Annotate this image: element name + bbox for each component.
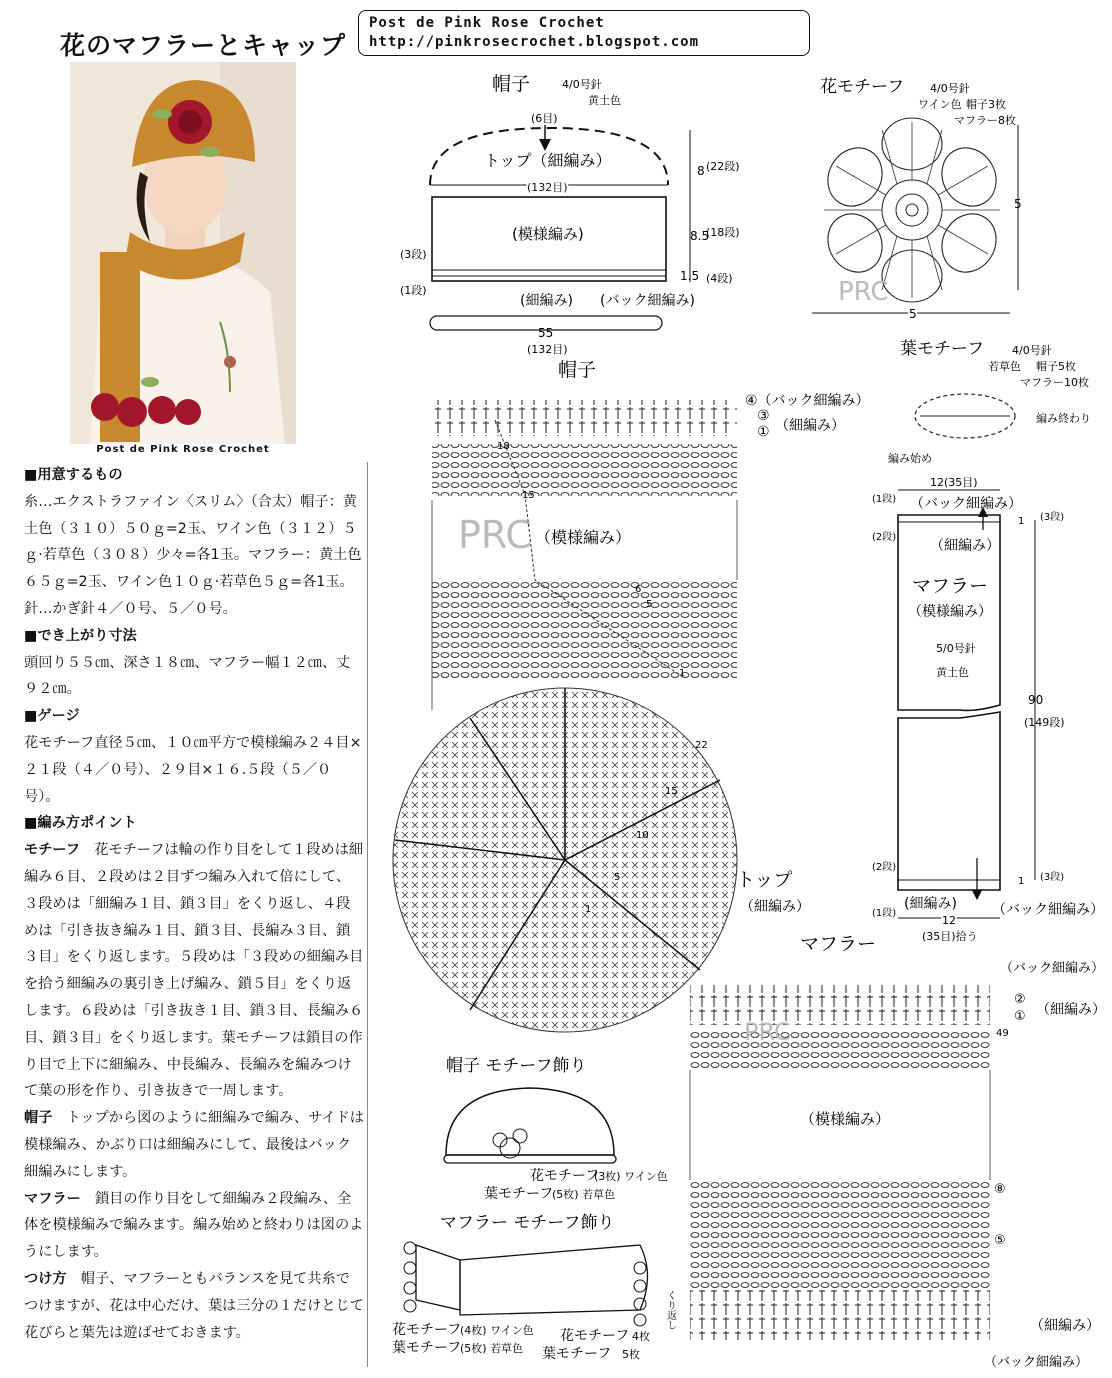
- hat-chart-c1: 1: [679, 668, 686, 679]
- hat-body-label: (模様編み): [512, 225, 584, 243]
- credit-line-1: Post de Pink Rose Crochet: [369, 15, 605, 31]
- cap-deco-hat: [446, 1088, 614, 1155]
- hat-chart-watermark: PRC: [458, 513, 532, 557]
- muffler-chart-body: （模様編み）: [800, 1110, 891, 1128]
- hat-top-t15: 15: [665, 786, 678, 797]
- section-heading-size: ■でき上がり寸法: [24, 627, 137, 644]
- section-heading-gauge: ■ゲージ: [24, 708, 80, 725]
- cap-deco-title: 帽子 モチーフ飾り: [446, 1056, 587, 1076]
- muffler-bottom-count: (35目)拾う: [922, 930, 978, 943]
- muffler-chart-repeat: くり返し: [664, 1290, 676, 1330]
- hat-chart-r4: ④（バック細編み）: [745, 393, 870, 409]
- muffler-deco-flower-l: 花モチーフ: [392, 1322, 462, 1338]
- flower-title: 花モチーフ: [820, 77, 905, 97]
- muffler-chart: [665, 933, 1107, 1370]
- muffler-chart-top-back: （バック細編み）: [1000, 961, 1105, 976]
- muffler-chart-bottom-sc: （細編み）: [1030, 1318, 1100, 1334]
- hat-d2: 8.5: [690, 229, 710, 243]
- muffler-bottom-sc: (細編み): [904, 896, 957, 912]
- leaf-needle: 4/0号針: [1012, 344, 1052, 357]
- attach-label: つけ方: [24, 1270, 67, 1287]
- hat-left-rows-b: (1段): [400, 284, 427, 297]
- muffler-chart-top-rows: [690, 985, 990, 1025]
- muffler-chart-c49: 49: [996, 1028, 1009, 1039]
- muffler-deco-leaf-l-qty: (5枚) 若草色: [460, 1342, 524, 1355]
- hat-edge-left: (細編み): [520, 293, 573, 309]
- flower-motif: [812, 77, 1022, 321]
- hat-d1: 8: [697, 164, 705, 178]
- muffler-deco: [392, 1213, 650, 1362]
- leaf-muffler-qty: マフラー10枚: [1020, 376, 1089, 389]
- muffler-chart-bottom-back: （バック細編み）: [984, 1355, 1089, 1370]
- muffler-chart-watermark: PRC: [744, 1018, 791, 1046]
- muffler-top-back: （バック細編み）: [910, 496, 1022, 512]
- cap-deco: [444, 1056, 668, 1202]
- muffler-deco-leaf-r: 葉モチーフ: [542, 1346, 612, 1362]
- cap-deco-flower: 花モチーフ: [530, 1168, 600, 1184]
- leaf-motif: [888, 339, 1091, 465]
- flower-needle: 4/0号針: [930, 82, 970, 95]
- hat-band-count: (132目): [527, 181, 568, 194]
- muffler-chart-rows-b: [690, 1180, 990, 1290]
- muffler-chart-c8: ⑧: [994, 1182, 1006, 1197]
- muffler-l2: (2段): [872, 532, 897, 543]
- muffler-text: 鎖目の作り目をして細編み２段編み、全体を模様編みで編みます。編み始めと終わりは図のようにします。: [24, 1190, 364, 1261]
- muffler-deco-flower-r-qty: 4枚: [632, 1330, 650, 1343]
- section-heading-materials: ■用意するもの: [24, 467, 123, 483]
- motif-text: 花モチーフは輪の作り目をして１段めは細編み６目、２段めは２目ずつ編み入れて倍にして、３段めは「細編み１目、鎖３目」をくり返し、４段めは「引き抜き編み１目、鎖３目、長編み３目、鎖３目」をくり返します。５段めは「３段めの細編み目を拾う細編みの裏引き上げ編み、鎖５目」をくり返します。６段めは「引き抜き１目、鎖３目、長編み６目、鎖３目」をくり返します。葉モチーフは鎖目の作り目で上下に細編み、中長編み、長編みを編みつけて葉の形を作り、引き抜きで一周します。: [24, 842, 364, 1100]
- muffler-bottom-width: 12: [942, 914, 956, 927]
- motif-label: モチーフ: [24, 842, 81, 859]
- hat-chart-rows-b: [432, 580, 737, 680]
- hat-chart-c15: 15: [522, 490, 535, 501]
- materials-yarn: 糸…エクストラファイン〈スリム〉（合太）帽子：黄土色（３１０）５０ｇ=2玉、ワイン色（３１２）５ｇ·若草色（３０８）少々=各1玉。マフラー：黄土色６５ｇ=2玉、ワイン色１０ｇ·若草色５ｇ=各1玉。: [24, 493, 362, 591]
- hat-top-label: トップ（細編み）: [484, 151, 612, 170]
- hat-needle: 4/0号針: [562, 78, 602, 91]
- muffler-chart-title: マフラー: [800, 933, 877, 955]
- hat-schematic: [400, 73, 740, 356]
- muffler-chart-top-sc: （細編み）: [1036, 1002, 1106, 1018]
- flower-chart: [817, 118, 1006, 302]
- leaf-end: 編み終わり: [1036, 412, 1091, 425]
- muffler-needle: 5/0号針: [936, 642, 976, 655]
- hat-chart-c5: 5: [646, 599, 653, 610]
- muffler-bl1: (1段): [872, 908, 897, 919]
- gauge-text: 花モチーフ直径５㎝、１０㎝平方で模様編み２４目×２１段（４／０号）、２９目×１６.５段（５／０号）。: [24, 734, 362, 805]
- muffler-color: 黄土色: [936, 666, 969, 679]
- cap-deco-flower-qty: (3枚) ワイン色: [594, 1170, 668, 1183]
- muffler-br1: 1: [1018, 876, 1025, 887]
- hat-chart-top-rows: [432, 400, 737, 436]
- hat-top-t1: 1: [585, 904, 592, 915]
- muffler-length: 90: [1028, 693, 1044, 707]
- leaf-start: 編み始め: [888, 452, 932, 465]
- section-heading-points: ■編み方ポイント: [24, 815, 137, 832]
- muffler-body: （模様編み）: [908, 604, 992, 620]
- muffler-deco-leaf-l: 葉モチーフ: [392, 1340, 462, 1356]
- muffler-deco-title: マフラー モチーフ飾り: [440, 1213, 615, 1233]
- muffler-r3: (3段): [1040, 512, 1065, 523]
- leaf-title: 葉モチーフ: [900, 339, 985, 359]
- hat-width: 55: [538, 326, 554, 340]
- muffler-chart-c5: ⑤: [994, 1233, 1006, 1248]
- muffler-deco-leaf-r-qty: 5枚: [622, 1348, 640, 1361]
- cap-text: トップから図のように細編みで編み、サイドは模様編み、かぶり口は細編みにして、最後はバック細編みにします。: [24, 1110, 364, 1180]
- muffler-title: マフラー: [912, 575, 989, 597]
- muffler-label: マフラー: [24, 1190, 81, 1207]
- hat-edge-right: (バック細編み): [600, 293, 695, 309]
- muffler-chart-bottom-rows: [690, 1290, 990, 1340]
- hat-chart-title: 帽子: [558, 359, 597, 381]
- hat-color: 黄土色: [588, 94, 621, 107]
- muffler-lower-rect: [898, 712, 1000, 890]
- flower-size-w: 5: [909, 307, 917, 321]
- materials-needle: 針…かぎ針４／０号、５／０号。: [24, 600, 237, 617]
- muffler-bl2: (2段): [872, 862, 897, 873]
- hat-chart-c6: 6: [635, 584, 642, 595]
- hat-chart-r1: ①: [757, 424, 770, 440]
- hat-top-t22: 22: [695, 740, 708, 751]
- muffler-r1: 1: [1018, 516, 1025, 527]
- muffler-bottom-back: （バック細編み）: [992, 902, 1104, 918]
- hat-top-sub: （細編み）: [740, 899, 810, 915]
- hat-chart-rows-a: [432, 444, 737, 496]
- hat-top-count: (6目): [531, 112, 558, 125]
- leaf-color: 若草色: [988, 360, 1021, 373]
- muffler-schematic: [872, 476, 1104, 943]
- hat-top-label: トップ: [736, 869, 793, 891]
- hat-left-rows-a: (3段): [400, 248, 427, 261]
- muffler-width: 12(35目): [930, 476, 978, 489]
- cap-deco-leaf-qty: (5枚) 若草色: [552, 1188, 616, 1201]
- flower-watermark: PRC: [838, 277, 889, 307]
- flower-muffler-qty: マフラー8枚: [954, 114, 1016, 127]
- muffler-chart-rows-a: [690, 1030, 990, 1070]
- hat-d2r: (18段): [706, 226, 740, 239]
- size-text: 頭回り５５㎝、深さ１８㎝、マフラー幅１２㎝、丈９２㎝。: [24, 654, 351, 698]
- muffler-sc: （細編み）: [930, 538, 1000, 554]
- hat-chart-r3: ③: [757, 408, 770, 424]
- hat-chart-c18: 18: [497, 441, 510, 452]
- hat-schematic-title: 帽子: [492, 73, 531, 95]
- muffler-rows: (149段): [1024, 716, 1065, 729]
- muffler-br3: (3段): [1040, 872, 1065, 883]
- attach-text: 帽子、マフラーともバランスを見て共糸でつけますが、花は中心だけ、葉は三分の１だけとじて花びらと葉先は遊ばせておきます。: [24, 1270, 364, 1341]
- cap-label: 帽子: [24, 1110, 53, 1127]
- flower-cap-qty: 帽子3枚: [966, 98, 1006, 111]
- credit-url: http://pinkrosecrochet.blogspot.com: [369, 34, 700, 50]
- hat-d3r: (4段): [706, 272, 733, 285]
- hat-top-t10: 10: [636, 830, 649, 841]
- muffler-deco-strip: [460, 1245, 648, 1315]
- hat-top-t5: 5: [614, 872, 621, 883]
- hat-width-count: (132目): [527, 343, 568, 356]
- muffler-chart-c2: ②: [1014, 992, 1026, 1007]
- muffler-l1: (1段): [872, 494, 897, 505]
- muffler-chart-c1: ①: [1014, 1009, 1026, 1024]
- cap-deco-leaf: 葉モチーフ: [484, 1186, 554, 1202]
- hat-chart-sc: （細編み）: [775, 418, 845, 434]
- leaf-cap-qty: 帽子5枚: [1036, 360, 1076, 373]
- hat-d3: 1.5: [680, 269, 700, 283]
- page-title: 花のマフラーとキャップ: [60, 31, 347, 60]
- flower-color: ワイン色: [918, 98, 962, 111]
- muffler-deco-flower-r: 花モチーフ: [560, 1328, 630, 1344]
- flower-size-h: 5: [1014, 197, 1022, 211]
- hat-chart-body: （模様編み）: [535, 528, 632, 547]
- photo-caption: Post de Pink Rose Crochet: [96, 444, 270, 455]
- hat-d1r: (22段): [706, 160, 740, 173]
- muffler-deco-flower-l-qty: (4枚) ワイン色: [460, 1324, 534, 1337]
- hat-chart: [393, 359, 870, 1032]
